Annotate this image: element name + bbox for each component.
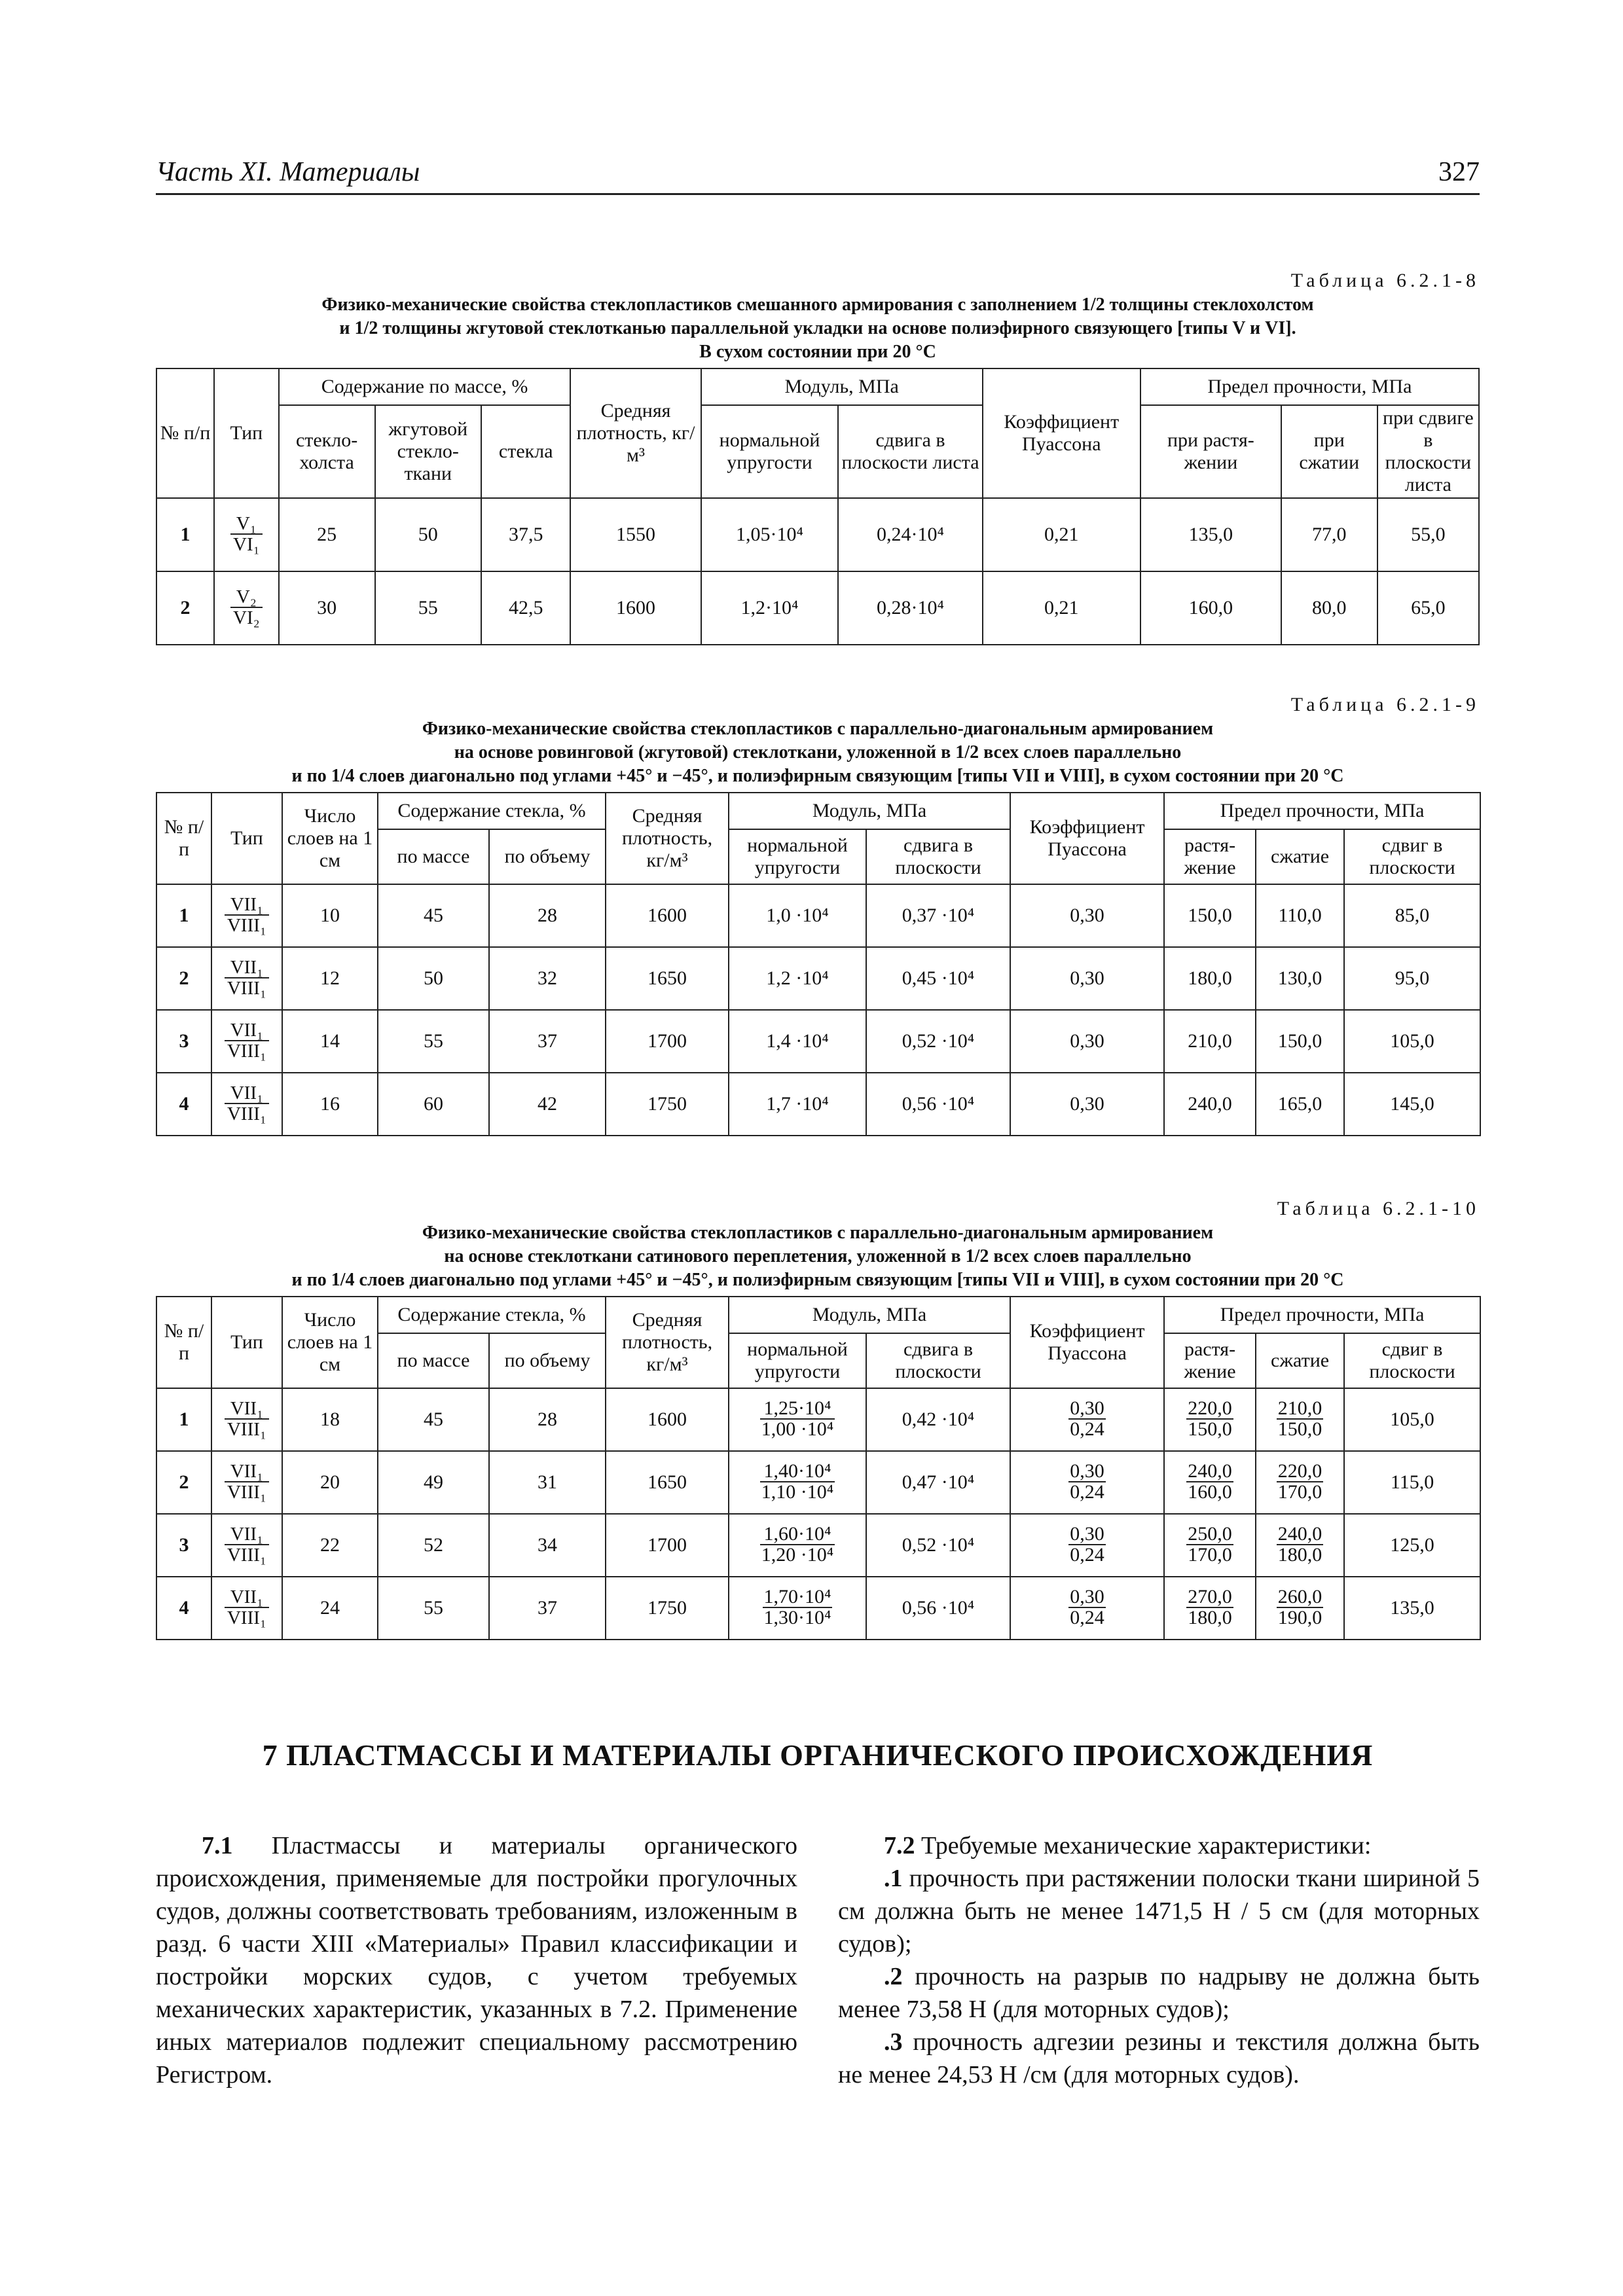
table-row <box>156 1010 1480 1073</box>
col-header-strength: Предел прочности, МПа <box>1140 368 1479 405</box>
col-header-poisson: Коэффициент Пуассона <box>1010 1297 1164 1388</box>
cell: 45 <box>378 1388 489 1451</box>
col-header-modulus: Модуль, МПа <box>729 1297 1010 1333</box>
cell: 0,30 <box>1010 1010 1164 1073</box>
table-caption-line: Физико-механические свойства стеклопластиков с параллельно-диагональным армированием <box>422 1223 1214 1243</box>
col-header-layers: Число слоев на 1 см <box>282 1297 378 1388</box>
col-header-sub: сдвиг в плоскости <box>1344 1333 1480 1388</box>
cell-pair <box>1010 1388 1164 1451</box>
cell: 45 <box>378 884 489 947</box>
table-row <box>156 1388 1480 1451</box>
cell: 0,30 <box>1010 884 1164 947</box>
cell-pair <box>1256 1514 1344 1577</box>
pair-top: 0,30 <box>1070 1460 1104 1482</box>
pair-bottom: 0,24 <box>1070 1543 1104 1566</box>
table-caption-line: и 1/2 толщины жгутовой стеклотканью параллельной укладки на основе полиэфирного связующего [типы V и VI]. <box>339 318 1296 338</box>
cell-type <box>211 1514 282 1577</box>
pair-bottom: 1,10 ·10⁴ <box>761 1480 834 1503</box>
cell: 80,0 <box>1281 571 1377 645</box>
col-header-glass: Содержание стекла, % <box>378 1297 606 1333</box>
item-number: .1 <box>884 1865 903 1892</box>
list-item <box>838 1960 1480 2026</box>
item-text: прочность при растяжении полоски ткани шириной 5 см должна быть не менее 1471,5 Н / 5 см (для моторных судов); <box>838 1865 1480 1958</box>
cell: 240,0 <box>1164 1073 1256 1136</box>
list-item <box>838 2026 1480 2091</box>
col-header-type: Тип <box>211 793 282 884</box>
col-header-modulus: Модуль, МПа <box>729 793 1010 829</box>
col-header-modulus: Модуль, МПа <box>701 368 983 405</box>
cell: 25 <box>279 498 375 571</box>
cell: 125,0 <box>1344 1514 1480 1577</box>
cell: 1,0 ·10⁴ <box>729 884 866 947</box>
cell: 22 <box>282 1514 378 1577</box>
cell-num: 4 <box>156 1073 211 1136</box>
running-header <box>156 154 1480 195</box>
pair-bottom: 1,20 ·10⁴ <box>761 1543 834 1566</box>
type-top: V₁ <box>230 514 263 535</box>
col-header-poisson: Коэффициент Пуассона <box>1010 793 1164 884</box>
pair-bottom: 170,0 <box>1188 1543 1232 1566</box>
cell: 145,0 <box>1344 1073 1480 1136</box>
cell: 16 <box>282 1073 378 1136</box>
col-header-sub: при сдвиге в плоскости листа <box>1377 405 1479 498</box>
cell: 1700 <box>606 1514 729 1577</box>
cell-type <box>211 1577 282 1640</box>
item-text: прочность на разрыв по надрыву не должна быть менее 73,58 Н (для моторных судов); <box>838 1963 1480 2023</box>
cell: 95,0 <box>1344 947 1480 1010</box>
cell: 1600 <box>606 884 729 947</box>
cell-num: 2 <box>156 1451 211 1514</box>
type-top: VII₁ <box>225 895 269 916</box>
col-header-sub: по массе <box>378 829 489 884</box>
pair-top: 1,70·10⁴ <box>763 1585 831 1607</box>
pair-bottom: 0,24 <box>1070 1606 1104 1628</box>
cell: 180,0 <box>1164 947 1256 1010</box>
cell-num: 4 <box>156 1577 211 1640</box>
cell: 165,0 <box>1256 1073 1344 1136</box>
cell-type <box>211 884 282 947</box>
cell: 50 <box>375 498 482 571</box>
cell: 85,0 <box>1344 884 1480 947</box>
col-header-layers: Число слоев на 1 см <box>282 793 378 884</box>
cell-num: 2 <box>156 571 214 645</box>
type-top: V₂ <box>230 587 263 608</box>
cell: 1600 <box>570 571 701 645</box>
cell: 24 <box>282 1577 378 1640</box>
cell: 1750 <box>606 1073 729 1136</box>
clause-number: 7.1 <box>202 1832 233 1859</box>
cell-pair <box>1010 1577 1164 1640</box>
col-header-glass: Содержание стекла, % <box>378 793 606 829</box>
cell: 55 <box>378 1577 489 1640</box>
col-header-sub: сдвиг в плоскости <box>1344 829 1480 884</box>
table-row <box>156 1451 1480 1514</box>
text-column-right <box>838 1829 1480 2091</box>
cell: 150,0 <box>1164 884 1256 947</box>
section-heading: 7 ПЛАСТМАССЫ И МАТЕРИАЛЫ ОРГАНИЧЕСКОГО ПРОИСХОЖДЕНИЯ <box>262 1738 1374 1772</box>
cell: 0,52 ·10⁴ <box>866 1010 1010 1073</box>
col-header-strength: Предел прочности, МПа <box>1164 1297 1480 1333</box>
pair-bottom: 0,24 <box>1070 1418 1104 1440</box>
cell: 1,2·10⁴ <box>701 571 839 645</box>
pair-top: 220,0 <box>1277 1460 1322 1482</box>
cell-num: 3 <box>156 1514 211 1577</box>
cell: 0,30 <box>1010 947 1164 1010</box>
cell: 31 <box>489 1451 606 1514</box>
pair-top: 270,0 <box>1188 1585 1232 1607</box>
list-item <box>838 1862 1480 1960</box>
col-header-sub: сдвига в плоскости <box>866 1333 1010 1388</box>
table-row <box>156 1073 1480 1136</box>
table-caption-line: на основе ровинговой (жгутовой) стеклоткани, уложенной в 1/2 всех слоев параллельно <box>454 742 1182 762</box>
cell-type <box>211 1451 282 1514</box>
paragraph-7-2 <box>838 1829 1480 1862</box>
page-number: 327 <box>1438 157 1480 187</box>
cell-num: 1 <box>156 498 214 571</box>
cell: 1750 <box>606 1577 729 1640</box>
cell-pair <box>1164 1451 1256 1514</box>
pair-top: 1,40·10⁴ <box>760 1462 835 1482</box>
table-6-2-1-9-block <box>156 692 1480 1136</box>
cell-pair <box>729 1577 866 1640</box>
cell: 0,47 ·10⁴ <box>866 1451 1010 1514</box>
cell: 20 <box>282 1451 378 1514</box>
item-text: прочность адгезии резины и текстиля должна быть не менее 24,53 Н /см (для моторных судов). <box>838 2028 1480 2089</box>
pair-bottom: 0,24 <box>1070 1480 1104 1503</box>
cell-pair <box>1256 1577 1344 1640</box>
pair-top: 210,0 <box>1277 1397 1322 1419</box>
table-label: Таблица 6.2.1-9 <box>1290 694 1480 715</box>
cell-pair <box>1164 1514 1256 1577</box>
col-header-sub: сдвига в плоскости <box>866 829 1010 884</box>
type-top: VII₁ <box>225 1083 269 1104</box>
pair-top: 250,0 <box>1188 1522 1232 1545</box>
cell-pair <box>1164 1388 1256 1451</box>
col-header-density: Средняя плотность, кг/м³ <box>606 1297 729 1388</box>
paragraph-text: Пластмассы и материалы органического происхождения, применяемые для постройки прогулочных судов, должны соответствовать требованиям, изложенным в разд. 6 части XIII «Материалы» Правил классификации и постройки морских судов, с учетом требуемых механических характеристик, указанных в 7.2. Применение иных материалов подлежит специальному рассмотрению Регистром. <box>156 1832 797 2089</box>
type-bottom: VIII₁ <box>227 1607 267 1628</box>
cell: 28 <box>489 1388 606 1451</box>
cell: 1550 <box>570 498 701 571</box>
cell-type <box>214 498 279 571</box>
col-header-sub: нормальной упругости <box>701 405 839 498</box>
col-header-sub: по объему <box>489 1333 606 1388</box>
table-label: Таблица 6.2.1-10 <box>1277 1198 1480 1219</box>
table-6-2-1-8 <box>156 368 1480 645</box>
cell-type <box>211 947 282 1010</box>
cell: 1700 <box>606 1010 729 1073</box>
pair-top: 0,30 <box>1070 1585 1104 1607</box>
type-bottom: VIII₁ <box>227 1103 267 1124</box>
cell: 52 <box>378 1514 489 1577</box>
cell: 0,52 ·10⁴ <box>866 1514 1010 1577</box>
pair-bottom: 190,0 <box>1277 1606 1322 1628</box>
part-title: Часть XI. Материалы <box>156 157 420 187</box>
table-row <box>156 571 1479 645</box>
cell: 32 <box>489 947 606 1010</box>
cell: 1,7 ·10⁴ <box>729 1073 866 1136</box>
cell: 0,21 <box>983 498 1140 571</box>
cell-pair <box>1164 1577 1256 1640</box>
pair-bottom: 180,0 <box>1188 1606 1232 1628</box>
cell: 65,0 <box>1377 571 1479 645</box>
cell: 1,4 ·10⁴ <box>729 1010 866 1073</box>
col-header-content: Содержание по массе, % <box>279 368 571 405</box>
type-bottom: VIII₁ <box>227 1544 267 1566</box>
col-header-sub: сжатие <box>1256 829 1344 884</box>
col-header-num: № п/п <box>156 1297 211 1388</box>
cell: 0,30 <box>1010 1073 1164 1136</box>
cell: 1650 <box>606 947 729 1010</box>
type-bottom: VI₂ <box>233 607 260 628</box>
table-row <box>156 1577 1480 1640</box>
table-caption-line: и по 1/4 слоев диагонально под углами +45° и −45°, и полиэфирным связующим [типы VII и VIII], в сухом состоянии при 20 °С <box>291 766 1344 786</box>
cell: 115,0 <box>1344 1451 1480 1514</box>
type-top: VII₁ <box>225 1587 269 1608</box>
type-bottom: VIII₁ <box>227 1040 267 1062</box>
col-header-sub: стекло-холста <box>279 405 375 498</box>
col-header-num: № п/п <box>156 368 214 498</box>
table-row <box>156 498 1479 571</box>
col-header-strength: Предел прочности, МПа <box>1164 793 1480 829</box>
type-bottom: VIII₁ <box>227 914 267 936</box>
clause-number: 7.2 <box>884 1832 915 1859</box>
table-caption-line: и по 1/4 слоев диагонально под углами +45° и −45°, и полиэфирным связующим [типы VII и VIII], в сухом состоянии при 20 °С <box>291 1270 1344 1290</box>
cell: 55,0 <box>1377 498 1479 571</box>
col-header-sub: по массе <box>378 1333 489 1388</box>
cell: 135,0 <box>1140 498 1281 571</box>
cell-pair <box>1010 1451 1164 1514</box>
pair-bottom: 150,0 <box>1188 1418 1232 1440</box>
col-header-sub: нормальной упругости <box>729 829 866 884</box>
cell: 55 <box>378 1010 489 1073</box>
table-caption-line: Физико-механические свойства стеклопластиков с параллельно-диагональным армированием <box>422 719 1214 739</box>
cell: 150,0 <box>1256 1010 1344 1073</box>
type-bottom: VIII₁ <box>227 1418 267 1440</box>
col-header-sub: сдвига в плоскости листа <box>838 405 982 498</box>
cell-type <box>211 1388 282 1451</box>
col-header-poisson: Коэффициент Пуассона <box>983 368 1140 498</box>
pair-bottom: 160,0 <box>1188 1480 1232 1503</box>
table-caption-line: В сухом состоянии при 20 °С <box>699 342 936 362</box>
cell: 60 <box>378 1073 489 1136</box>
table-6-2-1-9 <box>156 792 1481 1136</box>
cell: 12 <box>282 947 378 1010</box>
pair-bottom: 180,0 <box>1277 1543 1322 1566</box>
pair-top: 240,0 <box>1188 1460 1232 1482</box>
cell: 50 <box>378 947 489 1010</box>
cell-type <box>211 1010 282 1073</box>
cell-num: 2 <box>156 947 211 1010</box>
col-header-sub: нормальной упругости <box>729 1333 866 1388</box>
cell: 42 <box>489 1073 606 1136</box>
cell: 37,5 <box>481 498 570 571</box>
pair-top: 260,0 <box>1277 1585 1322 1607</box>
col-header-density: Средняя плотность, кг/м³ <box>606 793 729 884</box>
col-header-type: Тип <box>214 368 279 498</box>
cell-type <box>214 571 279 645</box>
cell: 160,0 <box>1140 571 1281 645</box>
cell: 110,0 <box>1256 884 1344 947</box>
cell: 105,0 <box>1344 1010 1480 1073</box>
type-top: VII₁ <box>225 958 269 978</box>
pair-top: 1,25·10⁴ <box>760 1399 835 1420</box>
col-header-sub: при растя-жении <box>1140 405 1281 498</box>
cell-num: 3 <box>156 1010 211 1073</box>
table-6-2-1-10-block <box>156 1196 1480 1640</box>
col-header-sub: по объему <box>489 829 606 884</box>
col-header-sub: сжатие <box>1256 1333 1344 1388</box>
type-top: VII₁ <box>225 1399 269 1420</box>
cell: 30 <box>279 571 375 645</box>
cell: 1600 <box>606 1388 729 1451</box>
cell: 0,28·10⁴ <box>838 571 982 645</box>
pair-bottom: 1,00 ·10⁴ <box>761 1418 834 1440</box>
table-row <box>156 884 1480 947</box>
table-6-2-1-8-block <box>156 268 1480 645</box>
type-bottom: VI₁ <box>233 533 260 555</box>
pair-bottom: 1,30·10⁴ <box>763 1606 831 1628</box>
col-header-sub: жгутовой стекло-ткани <box>375 405 482 498</box>
pair-top: 0,30 <box>1070 1522 1104 1545</box>
cell-pair <box>729 1451 866 1514</box>
cell: 0,45 ·10⁴ <box>866 947 1010 1010</box>
pair-top: 240,0 <box>1277 1522 1322 1545</box>
type-bottom: VIII₁ <box>227 1481 267 1503</box>
table-row <box>156 1514 1480 1577</box>
item-number: .3 <box>884 2028 903 2056</box>
cell-pair <box>729 1514 866 1577</box>
cell: 14 <box>282 1010 378 1073</box>
cell: 0,42 ·10⁴ <box>866 1388 1010 1451</box>
pair-top: 1,60·10⁴ <box>760 1524 835 1545</box>
pair-top: 220,0 <box>1188 1397 1232 1419</box>
cell: 42,5 <box>481 571 570 645</box>
table-label: Таблица 6.2.1-8 <box>1290 270 1480 291</box>
pair-bottom: 170,0 <box>1277 1480 1322 1503</box>
cell: 10 <box>282 884 378 947</box>
cell: 18 <box>282 1388 378 1451</box>
text-column-left <box>156 1829 797 2091</box>
cell: 0,24·10⁴ <box>838 498 982 571</box>
pair-bottom: 150,0 <box>1277 1418 1322 1440</box>
cell: 49 <box>378 1451 489 1514</box>
col-header-num: № п/п <box>156 793 211 884</box>
cell-pair <box>1256 1451 1344 1514</box>
cell: 1650 <box>606 1451 729 1514</box>
item-number: .2 <box>884 1963 903 1990</box>
cell: 0,56 ·10⁴ <box>866 1577 1010 1640</box>
cell: 0,56 ·10⁴ <box>866 1073 1010 1136</box>
table-caption-line: на основе стеклоткани сатинового переплетения, уложенной в 1/2 всех слоев параллельно <box>444 1246 1192 1266</box>
cell: 28 <box>489 884 606 947</box>
table-caption-line: Физико-механические свойства стеклопластиков смешанного армирования с заполнением 1/2 толщины стеклохолстом <box>321 295 1314 315</box>
col-header-sub: стекла <box>481 405 570 498</box>
cell: 0,37 ·10⁴ <box>866 884 1010 947</box>
pair-top: 0,30 <box>1070 1397 1104 1419</box>
cell-num: 1 <box>156 1388 211 1451</box>
col-header-sub: при сжатии <box>1281 405 1377 498</box>
type-bottom: VIII₁ <box>227 977 267 999</box>
cell: 0,21 <box>983 571 1140 645</box>
cell-pair <box>729 1388 866 1451</box>
col-header-type: Тип <box>211 1297 282 1388</box>
table-6-2-1-10 <box>156 1296 1481 1640</box>
cell: 1,05·10⁴ <box>701 498 839 571</box>
paragraph-7-1 <box>156 1829 797 2091</box>
type-top: VII₁ <box>225 1524 269 1545</box>
cell-type <box>211 1073 282 1136</box>
cell: 55 <box>375 571 482 645</box>
cell: 34 <box>489 1514 606 1577</box>
cell: 135,0 <box>1344 1577 1480 1640</box>
cell: 105,0 <box>1344 1388 1480 1451</box>
cell: 77,0 <box>1281 498 1377 571</box>
table-row <box>156 947 1480 1010</box>
paragraph-text: Требуемые механические характеристики: <box>915 1832 1372 1859</box>
cell: 37 <box>489 1010 606 1073</box>
cell: 130,0 <box>1256 947 1344 1010</box>
cell: 37 <box>489 1577 606 1640</box>
col-header-sub: растя-жение <box>1164 829 1256 884</box>
cell-pair <box>1010 1514 1164 1577</box>
type-top: VII₁ <box>225 1462 269 1482</box>
cell-num: 1 <box>156 884 211 947</box>
cell: 1,2 ·10⁴ <box>729 947 866 1010</box>
cell: 210,0 <box>1164 1010 1256 1073</box>
type-top: VII₁ <box>225 1020 269 1041</box>
col-header-density: Средняя плотность, кг/м³ <box>570 368 701 498</box>
cell-pair <box>1256 1388 1344 1451</box>
col-header-sub: растя-жение <box>1164 1333 1256 1388</box>
